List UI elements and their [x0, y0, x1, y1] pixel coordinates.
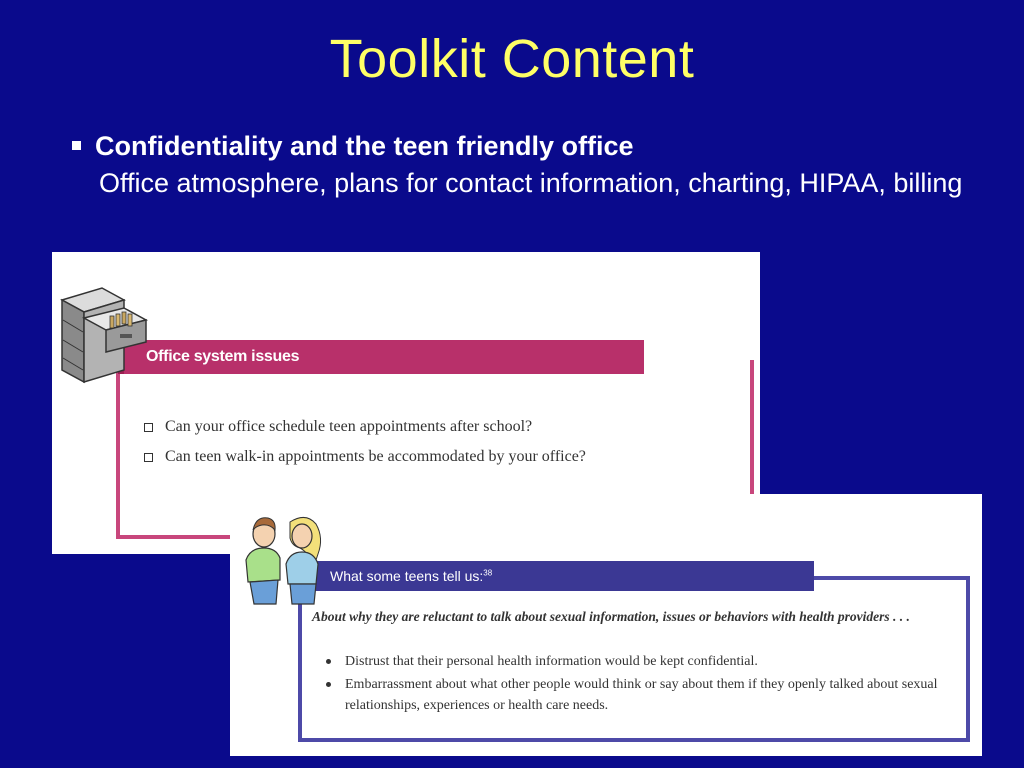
teens-bullet-list [326, 651, 946, 718]
bullet-dot-icon [326, 659, 331, 664]
slide-title: Toolkit Content [329, 29, 695, 89]
bullet-block [72, 128, 1002, 202]
list-item-text: Distrust that their personal health information would be kept confidential. [345, 654, 758, 669]
citation-superscript: 38 [483, 568, 493, 578]
list-item-text: Embarrassment about what other people would think or say about them if they openly talked about sexual relationships, experiences or health care needs. [345, 677, 938, 713]
checklist-item [144, 442, 724, 472]
checklist-item-text: Can your office schedule teen appointments after school? [165, 418, 533, 435]
checklist-item [144, 412, 724, 442]
square-bullet-icon [72, 141, 81, 150]
bullet-dot-icon [326, 682, 331, 687]
teens-card-intro: About why they are reluctant to talk about sexual information, issues or behaviors with health providers . . . [312, 609, 910, 624]
filing-cabinet-icon [54, 270, 154, 390]
teen-couple-icon [234, 508, 334, 608]
list-item [326, 651, 946, 672]
bullet-heading: Confidentiality and the teen friendly office [95, 131, 634, 161]
checkbox-icon [144, 453, 153, 462]
bullet-heading-line [72, 128, 1002, 164]
list-item [326, 674, 946, 716]
checklist-item-text: Can teen walk-in appointments be accommodated by your office? [165, 448, 586, 465]
bullet-description: Office atmosphere, plans for contact information, charting, HIPAA, billing [99, 168, 963, 198]
office-card-header: Office system issues [146, 348, 300, 365]
office-checklist [144, 412, 724, 472]
teens-card-header: What some teens tell us:$^{38}$ [330, 568, 493, 584]
teens-card-header-bar [304, 561, 814, 591]
checkbox-icon [144, 423, 153, 432]
what-teens-tell-us-card [230, 494, 982, 756]
office-card-header-bar [118, 340, 644, 374]
